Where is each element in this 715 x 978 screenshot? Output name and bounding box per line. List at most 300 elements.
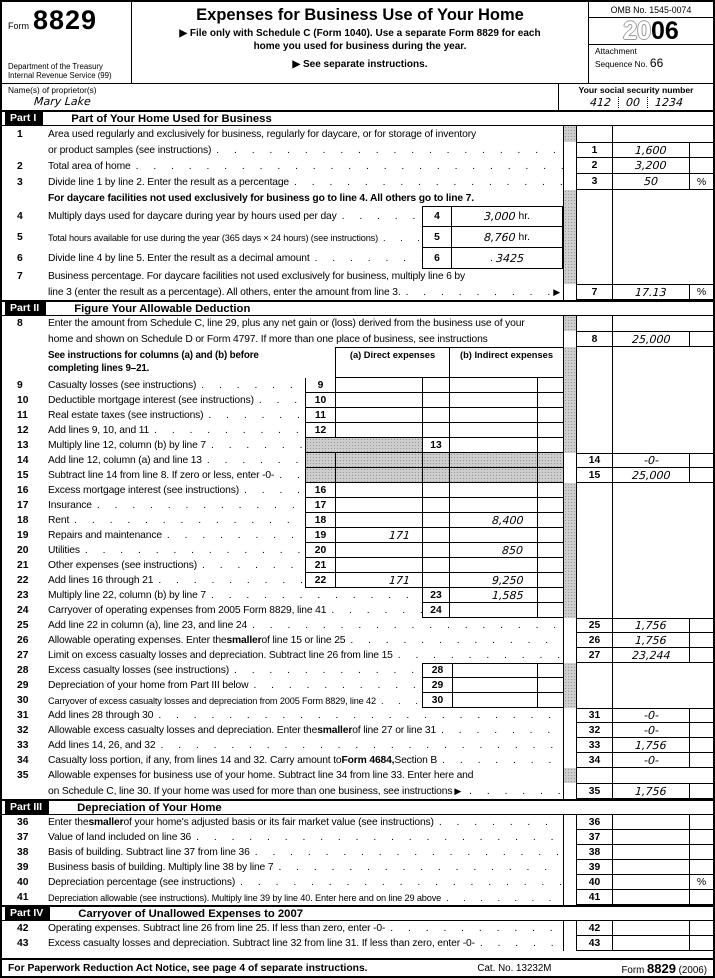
line-19-row: [2, 528, 713, 543]
line-31-row: [2, 708, 713, 723]
dot-leader: [250, 847, 563, 858]
form-word: Form: [8, 21, 29, 31]
line-32-box-number: 32: [577, 723, 613, 738]
line-24-desc: Carryover of operating expenses from 2005 Form 8829, line 41: [48, 605, 327, 616]
line-13-indirect-field[interactable]: [449, 438, 537, 453]
col-header-direct: (a) Direct expenses: [335, 347, 449, 378]
gutter: [563, 753, 577, 768]
line-3-desc: Divide line 1 by line 2. Enter the result as a percentage: [48, 176, 290, 188]
form-number-block: [2, 2, 132, 83]
gutter: [563, 468, 577, 483]
tax-year: [589, 18, 713, 44]
decimal-point: .: [490, 252, 493, 264]
line-14-number: 14: [17, 455, 29, 466]
line-34-number: 34: [17, 755, 29, 766]
ssn-divider: [647, 97, 648, 108]
line-20-indirect-field[interactable]: 850: [449, 543, 537, 558]
line-26-desc-post: of line 15 or line 25: [261, 635, 346, 646]
gutter: [563, 158, 577, 174]
form-number: 8829: [33, 5, 98, 35]
line-15-number: 15: [17, 470, 29, 481]
line-13-desc: Multiply line 12, column (b) by line 7: [48, 440, 206, 451]
gutter: [563, 815, 577, 830]
dot-leader: [248, 680, 422, 691]
line-14-value-field[interactable]: -0-: [613, 453, 689, 468]
line-7-desc2: line 3 (enter the result as a percentage). All others, enter the amount from line 3.: [48, 286, 401, 298]
dot-leader: [162, 530, 305, 541]
line-40-number: 40: [17, 877, 29, 888]
line-40-row: [2, 875, 713, 890]
line-4-value-field[interactable]: 3,000 hr.: [452, 206, 563, 227]
gutter: [563, 921, 577, 936]
line-35-value-field[interactable]: 1,756: [613, 783, 689, 799]
arrow-right-icon: ▶: [454, 785, 462, 796]
line-6-value-field[interactable]: . 3425: [452, 248, 563, 269]
line-18-direct-field[interactable]: [335, 513, 422, 528]
line-24-number: 24: [17, 605, 29, 616]
dot-leader: [247, 620, 563, 631]
gutter: [563, 936, 577, 951]
column-header-row: [2, 347, 713, 378]
line-16-number: 16: [17, 485, 29, 496]
gutter: [563, 316, 577, 331]
line-16-indirect-field[interactable]: [449, 483, 537, 498]
dot-leader: [434, 817, 563, 828]
gutter: [563, 331, 577, 347]
line-22-row: [2, 573, 713, 588]
dot-leader: [289, 177, 563, 188]
part4-title: Carryover of Unallowed Expenses to 2007: [78, 907, 304, 920]
line-37-row: [2, 830, 713, 845]
dot-leader: [235, 877, 563, 888]
line-36-box-number: 36: [577, 815, 613, 830]
line-21-direct-field[interactable]: [335, 558, 422, 573]
line-17-row: [2, 498, 713, 513]
shaded-cell: [305, 438, 422, 453]
line-33-box-number: 33: [577, 738, 613, 753]
line-43-value-field[interactable]: [613, 936, 689, 951]
line-42-number: 42: [17, 923, 29, 934]
line-17-number: 17: [17, 500, 29, 511]
line-1-box-number: 1: [577, 142, 613, 158]
line-15-value-field[interactable]: 25,000: [613, 468, 689, 483]
line-36-desc-post: of your home's adjusted basis or its fair market value (see instructions): [123, 817, 434, 828]
attachment-label: Attachment: [595, 46, 637, 56]
line-19-number: 19: [17, 530, 29, 541]
line-28-desc: Excess casualty losses (see instructions): [48, 665, 229, 676]
gutter: [563, 648, 577, 663]
line-17-direct-field[interactable]: [335, 498, 422, 513]
line-37-box-number: 37: [577, 830, 613, 845]
line-22-indirect-field[interactable]: 9,250: [449, 573, 537, 588]
dot-leader: [326, 605, 422, 616]
part2-header: [2, 300, 713, 316]
line-6-number: 6: [17, 253, 23, 264]
line-3-value-field[interactable]: 50: [613, 174, 689, 190]
proprietor-name-field[interactable]: Mary Lake: [33, 95, 92, 108]
dot-leader: [401, 287, 552, 298]
line-17-desc: Insurance: [48, 500, 92, 511]
part3-label: Part III: [5, 800, 49, 815]
line-2-value-field[interactable]: 3,200: [613, 158, 689, 174]
line-2-box-number: 2: [577, 158, 613, 174]
line-32-value-field[interactable]: -0-: [613, 723, 689, 738]
line-9-direct-field[interactable]: [335, 378, 422, 393]
paperwork-notice: For Paperwork Reduction Act Notice, see page 4 of separate instructions.: [8, 962, 368, 974]
dot-leader: [239, 485, 305, 496]
line-7-unit: %: [689, 284, 713, 300]
line-37-value-field[interactable]: [613, 830, 689, 845]
line-3-box-number: 3: [577, 174, 613, 190]
line-5-row: [2, 227, 713, 248]
dot-leader: [203, 410, 305, 421]
line-10-box-number: 10: [305, 393, 335, 408]
line-18-desc: Rent: [48, 515, 70, 526]
line-7-value-field[interactable]: 17.13: [613, 284, 689, 300]
line-21-row: [2, 558, 713, 573]
line-5-box-number: 5: [422, 227, 452, 248]
line-35-desc1: Allowable expenses for business use of your home. Subtract line 34 from line 33. Enter here and: [48, 770, 474, 781]
ssn-label: Your social security number: [578, 85, 694, 95]
line-31-value-field[interactable]: -0-: [613, 708, 689, 723]
gutter: [563, 783, 577, 799]
line-25-value-field[interactable]: 1,756: [613, 618, 689, 633]
line-7-row-a: [2, 269, 713, 284]
line-35-row-a: [2, 768, 713, 783]
line-10-number: 10: [17, 395, 29, 406]
line-43-box-number: 43: [577, 936, 613, 951]
line-43-row: [2, 936, 713, 951]
line-22-desc: Add lines 16 through 21: [48, 575, 154, 586]
line-29-number: 29: [17, 680, 29, 691]
line-41-value-field[interactable]: [613, 890, 689, 905]
line-35-box-number: 35: [577, 783, 613, 799]
line-28-value-field[interactable]: [452, 663, 537, 678]
subtitle-line3: ▶ See separate instructions.: [292, 59, 428, 70]
part4-header: [2, 905, 713, 921]
dot-leader: [206, 590, 422, 601]
line-1-number: 1: [17, 128, 23, 140]
dot-leader: [385, 923, 563, 934]
line-28-row: [2, 663, 713, 678]
dot-leader: [206, 440, 305, 451]
gutter: [563, 453, 577, 468]
dot-leader: [197, 560, 305, 571]
department-line2: Internal Revenue Service (99): [8, 71, 112, 81]
line-16-row: [2, 483, 713, 498]
line-26-value-field[interactable]: 1,756: [613, 633, 689, 648]
gutter: [563, 768, 577, 783]
dot-leader: [274, 470, 305, 481]
columns-note-2: completing lines 9–21.: [48, 362, 150, 374]
line-12-box-number: 12: [305, 423, 335, 438]
gutter: [563, 708, 577, 723]
line-10-direct-field[interactable]: [335, 393, 422, 408]
line-6-desc: Divide line 4 by line 5. Enter the result as a decimal amount: [48, 253, 310, 264]
gutter: [563, 174, 577, 190]
gutter: [563, 558, 577, 573]
line-34-value-field[interactable]: -0-: [613, 753, 689, 768]
gutter: [563, 206, 577, 227]
line-27-box-number: 27: [577, 648, 613, 663]
dot-leader: [441, 893, 563, 903]
gutter: [563, 408, 577, 423]
line-11-box-number: 11: [305, 408, 335, 423]
line-38-desc: Basis of building. Subtract line 37 from line 36: [48, 847, 250, 858]
dot-leader: [254, 395, 305, 406]
line-14-desc: Add line 12, column (a) and line 13: [48, 455, 202, 466]
department-line1: Department of the Treasury: [8, 62, 103, 72]
line-1-desc2: or product samples (see instructions): [48, 144, 212, 156]
dot-leader: [69, 515, 305, 526]
line-40-box-number: 40: [577, 875, 613, 890]
gutter: [563, 633, 577, 648]
ssn-part3: 1234: [654, 96, 683, 109]
line-11-direct-field[interactable]: [335, 408, 422, 423]
line-30-box-number: 30: [422, 693, 452, 708]
dot-leader: [337, 211, 422, 222]
form-header: [2, 2, 713, 84]
gutter: [563, 860, 577, 875]
line-35-row-b: [2, 783, 713, 799]
gutter: [563, 142, 577, 158]
attachment-block: [589, 44, 713, 72]
line-19-direct-field[interactable]: 171: [335, 528, 422, 543]
line-7-row-b: [2, 284, 713, 300]
line-12-indirect-field[interactable]: [449, 423, 537, 438]
line-36-desc: Enter the: [48, 817, 89, 828]
dot-leader: [229, 665, 422, 676]
part2-label: Part II: [5, 301, 46, 316]
line-1-value-field[interactable]: 1,600: [613, 142, 689, 158]
gutter: [563, 393, 577, 408]
line-33-row: [2, 738, 713, 753]
line-4-number: 4: [17, 211, 23, 222]
dot-leader: [378, 233, 422, 243]
dot-leader: [310, 253, 422, 264]
line-21-desc: Other expenses (see instructions): [48, 560, 198, 571]
line-23-number: 23: [17, 590, 29, 601]
line-26-row: [2, 633, 713, 648]
gutter: [563, 693, 577, 708]
line-32-desc: Allowable excess casualty losses and depreciation. Enter the: [48, 725, 318, 736]
line-30-value-field[interactable]: [452, 693, 537, 708]
sequence-number: 66: [649, 56, 664, 71]
line-6-row: [2, 248, 713, 269]
line-23-value-field[interactable]: 1,585: [449, 588, 537, 603]
line-33-value-field[interactable]: 1,756: [613, 738, 689, 753]
line-34-row: [2, 753, 713, 768]
line-43-number: 43: [17, 938, 29, 949]
line-39-desc: Business basis of building. Multiply line 38 by line 7: [48, 862, 274, 873]
part1-header: [2, 110, 713, 126]
department-block: [8, 63, 127, 81]
line-42-desc: Operating expenses. Subtract line 26 from line 25. If less than zero, enter -0-: [48, 923, 386, 934]
line-19-indirect-field[interactable]: [449, 528, 537, 543]
line-26-desc: Allowable operating expenses. Enter the: [48, 635, 227, 646]
line-14-box-number: 14: [577, 453, 613, 468]
catalog-number: Cat. No. 13232M: [477, 962, 552, 974]
line-6-box-number: 6: [422, 248, 452, 269]
line-42-box-number: 42: [577, 921, 613, 936]
line-18-box-number: 18: [305, 513, 335, 528]
line-42-value-field[interactable]: [613, 921, 689, 936]
line-22-number: 22: [17, 575, 29, 586]
line-11-desc: Real estate taxes (see instructions): [48, 410, 204, 421]
line-32-row: [2, 723, 713, 738]
line-10-indirect-field[interactable]: [449, 393, 537, 408]
dot-leader: [153, 710, 563, 721]
ssn-block: [558, 84, 713, 110]
line-13-box-number: 13: [422, 438, 449, 453]
line-38-number: 38: [17, 847, 29, 858]
line-9-number: 9: [17, 380, 23, 391]
line-37-desc: Value of land included on line 36: [48, 832, 192, 843]
line-11-number: 11: [17, 410, 28, 421]
line-4-unit: hr.: [518, 211, 530, 222]
dot-leader: [436, 725, 563, 736]
line-20-direct-field[interactable]: [335, 543, 422, 558]
line-35-number: 35: [17, 770, 29, 781]
line-17-box-number: 17: [305, 498, 335, 513]
line-8-desc2: home and shown on Schedule D or Form 4797. If more than one place of business, see instructions: [48, 333, 488, 345]
line-40-value-field[interactable]: [613, 875, 689, 890]
line-32-number: 32: [17, 725, 29, 736]
line-16-direct-field[interactable]: [335, 483, 422, 498]
line-38-row: [2, 845, 713, 860]
line-8-box-number: 8: [577, 331, 613, 347]
part3-header: [2, 799, 713, 815]
dot-leader: [376, 696, 422, 706]
line-40-desc: Depreciation percentage (see instructions): [48, 877, 236, 888]
line-5-unit: hr.: [518, 231, 530, 243]
line-39-box-number: 39: [577, 860, 613, 875]
line-3-unit: %: [689, 174, 713, 190]
line-28-box-number: 28: [422, 663, 452, 678]
gutter: [563, 227, 577, 248]
line-17-indirect-field[interactable]: [449, 498, 537, 513]
gutter: [563, 845, 577, 860]
line-34-desc: Casualty loss portion, if any, from lines 14 and 32. Carry amount to: [48, 755, 342, 766]
line-10-desc: Deductible mortgage interest (see instructions): [48, 395, 254, 406]
line-40-unit: %: [689, 875, 713, 890]
line-1-row-a: [2, 126, 713, 142]
line-7-box-number: 7: [577, 284, 613, 300]
gutter: [563, 269, 577, 284]
line-21-box-number: 21: [305, 558, 335, 573]
gutter: [563, 438, 577, 453]
line-18-indirect-field[interactable]: 8,400: [449, 513, 537, 528]
line-9-indirect-field[interactable]: [449, 378, 537, 393]
dot-leader: [437, 755, 563, 766]
daycare-note: For daycare facilities not used exclusively for business go to line 4. All others go to line 7.: [48, 192, 474, 204]
gutter: [563, 618, 577, 633]
line-27-desc: Limit on excess casualty losses and depreciation. Subtract line 26 from line 15: [48, 650, 393, 661]
line-39-value-field[interactable]: [613, 860, 689, 875]
line-20-box-number: 20: [305, 543, 335, 558]
part3-title: Depreciation of Your Home: [77, 801, 222, 814]
daycare-note-row: [2, 190, 713, 206]
line-30-row: [2, 693, 713, 708]
line-31-desc: Add lines 28 through 30: [48, 710, 154, 721]
line-43-desc: Excess casualty losses and depreciation. Subtract line 32 from line 31. If less than zero, enter -0-: [48, 938, 475, 949]
line-30-number: 30: [17, 695, 29, 706]
line-30-desc: Carryover of excess casualty losses and depreciation from 2005 Form 8829, line 42: [48, 695, 376, 706]
line-8-row-b: [2, 331, 713, 347]
ssn-field[interactable]: [559, 96, 713, 109]
line-8-row-a: [2, 316, 713, 331]
gutter: [563, 543, 577, 558]
line-23-box-number: 23: [422, 588, 449, 603]
line-19-box-number: 19: [305, 528, 335, 543]
line-8-desc1: Enter the amount from Schedule C, line 29, plus any net gain or (loss) derived from the business use of your: [48, 318, 525, 329]
line-5-value-field[interactable]: 8,760 hr.: [452, 227, 563, 248]
dot-leader: [202, 455, 305, 466]
line-29-value-field[interactable]: [452, 678, 537, 693]
line-18-number: 18: [17, 515, 29, 526]
line-33-number: 33: [17, 740, 29, 751]
gutter: [563, 126, 577, 142]
gutter: [563, 190, 577, 206]
line-36-value-field[interactable]: [613, 815, 689, 830]
dot-leader: [211, 145, 563, 156]
line-1-row-b: [2, 142, 713, 158]
line-36-row: [2, 815, 713, 830]
line-12-desc: Add lines 9, 10, and 11: [48, 425, 150, 436]
gutter: [563, 498, 577, 513]
line-22-box-number: 22: [305, 573, 335, 588]
gutter: [563, 678, 577, 693]
gutter: [563, 723, 577, 738]
line-32-desc-bold: smaller: [317, 725, 353, 736]
line-27-row: [2, 648, 713, 663]
line-9-row: [2, 378, 713, 393]
gutter: [563, 528, 577, 543]
line-34-desc-bold: Form 4684,: [341, 755, 395, 766]
line-29-row: [2, 678, 713, 693]
line-8-value-field[interactable]: 25,000: [613, 331, 689, 347]
gutter: [563, 588, 577, 603]
dot-leader: [149, 425, 305, 436]
dot-leader: [153, 575, 305, 586]
subtitle-line2: home you used for business during the year.: [253, 40, 467, 52]
gutter: [563, 830, 577, 845]
line-13-row: [2, 438, 713, 453]
line-22-direct-field[interactable]: 171: [335, 573, 422, 588]
line-27-value-field[interactable]: 23,244: [613, 648, 689, 663]
omb-number: OMB No. 1545-0074: [589, 2, 713, 18]
line-24-value-field[interactable]: [449, 603, 537, 618]
line-12-direct-field[interactable]: [335, 423, 422, 438]
line-28-number: 28: [17, 665, 29, 676]
dot-leader: [191, 832, 563, 843]
line-26-desc-bold: smaller: [226, 635, 262, 646]
line-21-indirect-field[interactable]: [449, 558, 537, 573]
arrow-right-icon: ▶: [553, 286, 560, 297]
line-20-row: [2, 543, 713, 558]
line-39-number: 39: [17, 862, 29, 873]
line-11-row: [2, 408, 713, 423]
line-7-desc1: Business percentage. For daycare facilities not used exclusively for business, multiply line 6 by: [48, 271, 465, 282]
line-38-value-field[interactable]: [613, 845, 689, 860]
ssn-part2: 00: [625, 96, 640, 109]
dot-leader: [475, 938, 563, 949]
line-4-box-number: 4: [422, 206, 452, 227]
line-11-indirect-field[interactable]: [449, 408, 537, 423]
line-1-desc1: Area used regularly and exclusively for business, regularly for daycare, or for storage of inventory: [48, 128, 476, 140]
gutter: [563, 875, 577, 890]
line-25-row: [2, 618, 713, 633]
